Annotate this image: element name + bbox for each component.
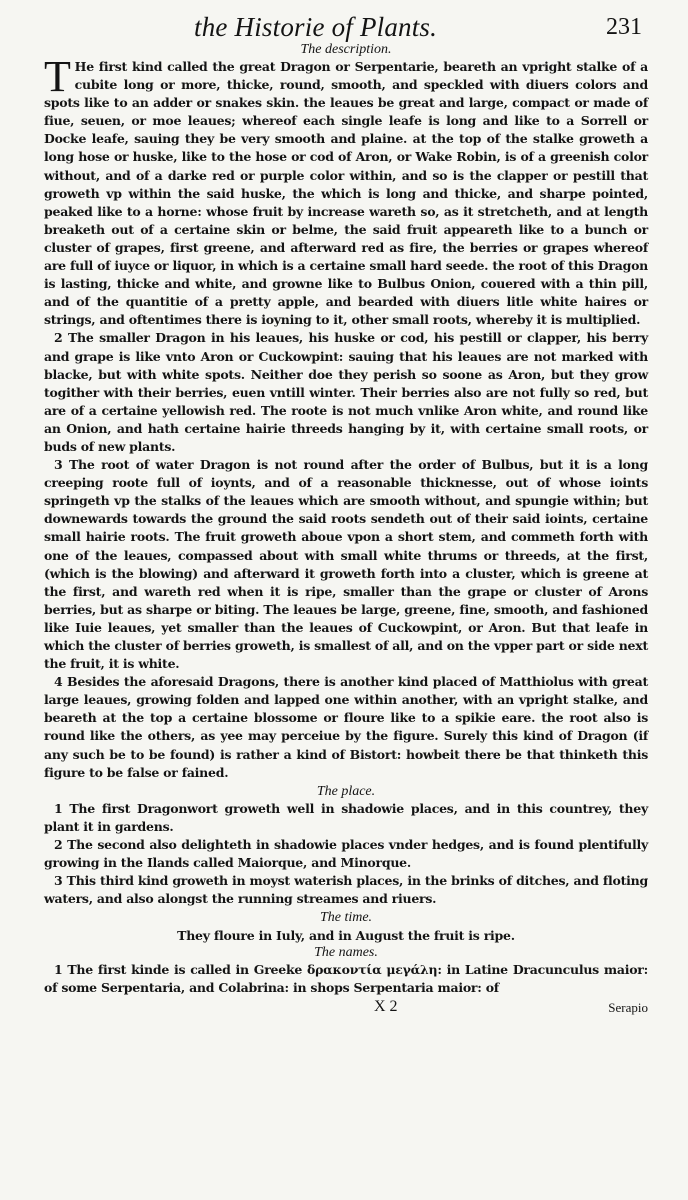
names-paragraph-1: 1 The first kinde is called in Greeke δρακοντία μεγάλη: in Latine Dracunculus maior: of some Serpentaria, and Colabrina: in shops Serpentaria maior: of xyxy=(44,962,648,996)
page-header xyxy=(44,8,648,40)
place-heading: The place. xyxy=(316,783,376,799)
signature-mark: X 2 xyxy=(374,997,398,1015)
description-paragraph-3: 3 The root of water Dragon is not round after the order of Bulbus, but it is a long creeping roote full of ioynts, and of a reasonable thicknesse, out of whose ioints springeth vp the stalks of the leaues which are smooth without, and spungie within; but downewards towards the ground the said roots sendeth out of their said ioints, certaine small hairie roots. The fruit groweth aboue vpon a short stem, and commeth forth with one of the leaues, compassed about with small white thrums or threeds, at the first, (which is the blowing) and afterward it groweth forth into a cluster, which is greene at the first, and wareth red when it is ripe, smaller than the grape or cluster of Arons berries, but as sharpe or biting. The leaues be large, greene, fine, smooth, and fashioned like Iuie leaues, yet smaller than the leaues of Cuckowpint, or Aron. But that leafe in which the cluster of berries groweth, is smallest of all, and on the vpper part or side next the fruit, it is white. xyxy=(44,457,648,672)
page-footer xyxy=(44,998,648,1018)
names-heading: The names. xyxy=(314,945,378,961)
description-paragraph-4: 4 Besides the aforesaid Dragons, there is another kind placed of Matthiolus with great large leaues, growing folden and lapped one within another, with an vpright stalke, and beareth at the top a certaine blossome or floure like to a spikie eare. the root also is round like the others, as yee may perceiue by the figure. Surely this kind of Dragon (if any such be to be found) is rather a kind of Bistort: howbeit there be that thinketh this figure to be false or fained. xyxy=(44,674,648,780)
place-paragraph-2: 2 The second also delighteth in shadowie places vnder hedges, and is found plentifully growing in the Ilands called Maiorque, and Minorque. xyxy=(44,836,648,871)
time-heading: The time. xyxy=(319,910,373,926)
description-heading: The description. xyxy=(300,42,392,57)
description-paragraph-1-text: He first kind called the great Dragon or Serpentarie, beareth an vpright stalke of a cubite long or more, thicke, round, smooth, and speckled with diuers colors and spots like to an adder or snakes skin. the leaues be great and large, compact or made of fiue, seuen, or moe leaues; whereof each single leafe is long and like to a Sorrell or Docke leafe, sauing they be very smooth and plaine. at the top of the stalke groweth a long hose or huske, like to the hose or cod of Aron, or Wake Robin, is of a greenish color without, and of a darke red or purple color within, and so is the clapper or pestill that groweth vp within the said huske, the which is long and thicke, and sharpe pointed, peaked like to a horne: whose fruit by increase wareth so, as it stretcheth, and at length breaketh out of a certaine skin or belme, the said fruit appeareth like to a bunch or cluster of grapes, first greene, and afterward red as fire, the berries or grapes whereof are full of iuyce or liquor, in which is a certaine small hard seede. the root of this Dragon is lasting, thicke and white, and growne like to Bulbus Onion, couered with a thin pill, and of the quantitie of a pretty apple, and bearded with diuers litle white haires or strings, and oftentimes there is ioyning to it, other small roots, whereby it is multiplied. xyxy=(44,59,648,328)
running-title: the Historie of Plants. xyxy=(194,12,438,42)
catchword: Serapio xyxy=(608,999,648,1015)
description-paragraph-1 xyxy=(44,52,648,329)
place-paragraph-1: 1 The first Dragonwort groweth well in shadowie places, and in this countrey, they plant it in gardens. xyxy=(44,800,648,834)
place-paragraph-3: 3 This third kind groweth in moyst waterish places, in the brinks of ditches, and floting waters, and also alongst the running streames and riuers. xyxy=(44,873,648,907)
drop-cap: T xyxy=(44,52,71,101)
description-paragraph-2: 2 The smaller Dragon in his leaues, his huske or cod, his pestill or clapper, his berry and grape is like vnto Aron or Cuckowpint: sauing that his leaues are not marked with blacke, but with white spots. Neither doe they perish so soone as Aron, but they grow togither with their berries, euen vntill winter. Their berries also are not fully so red, but are of a certaine yellowish red. The roote is not much vnlike Aron white, and round like an Onion, and hath certaine hairie threeds hanging by it, with certaine small roots, or buds of new plants. xyxy=(44,330,648,454)
time-text: They floure in Iuly, and in August the fruit is ripe. xyxy=(177,928,515,944)
page-number: 231 xyxy=(606,14,642,40)
